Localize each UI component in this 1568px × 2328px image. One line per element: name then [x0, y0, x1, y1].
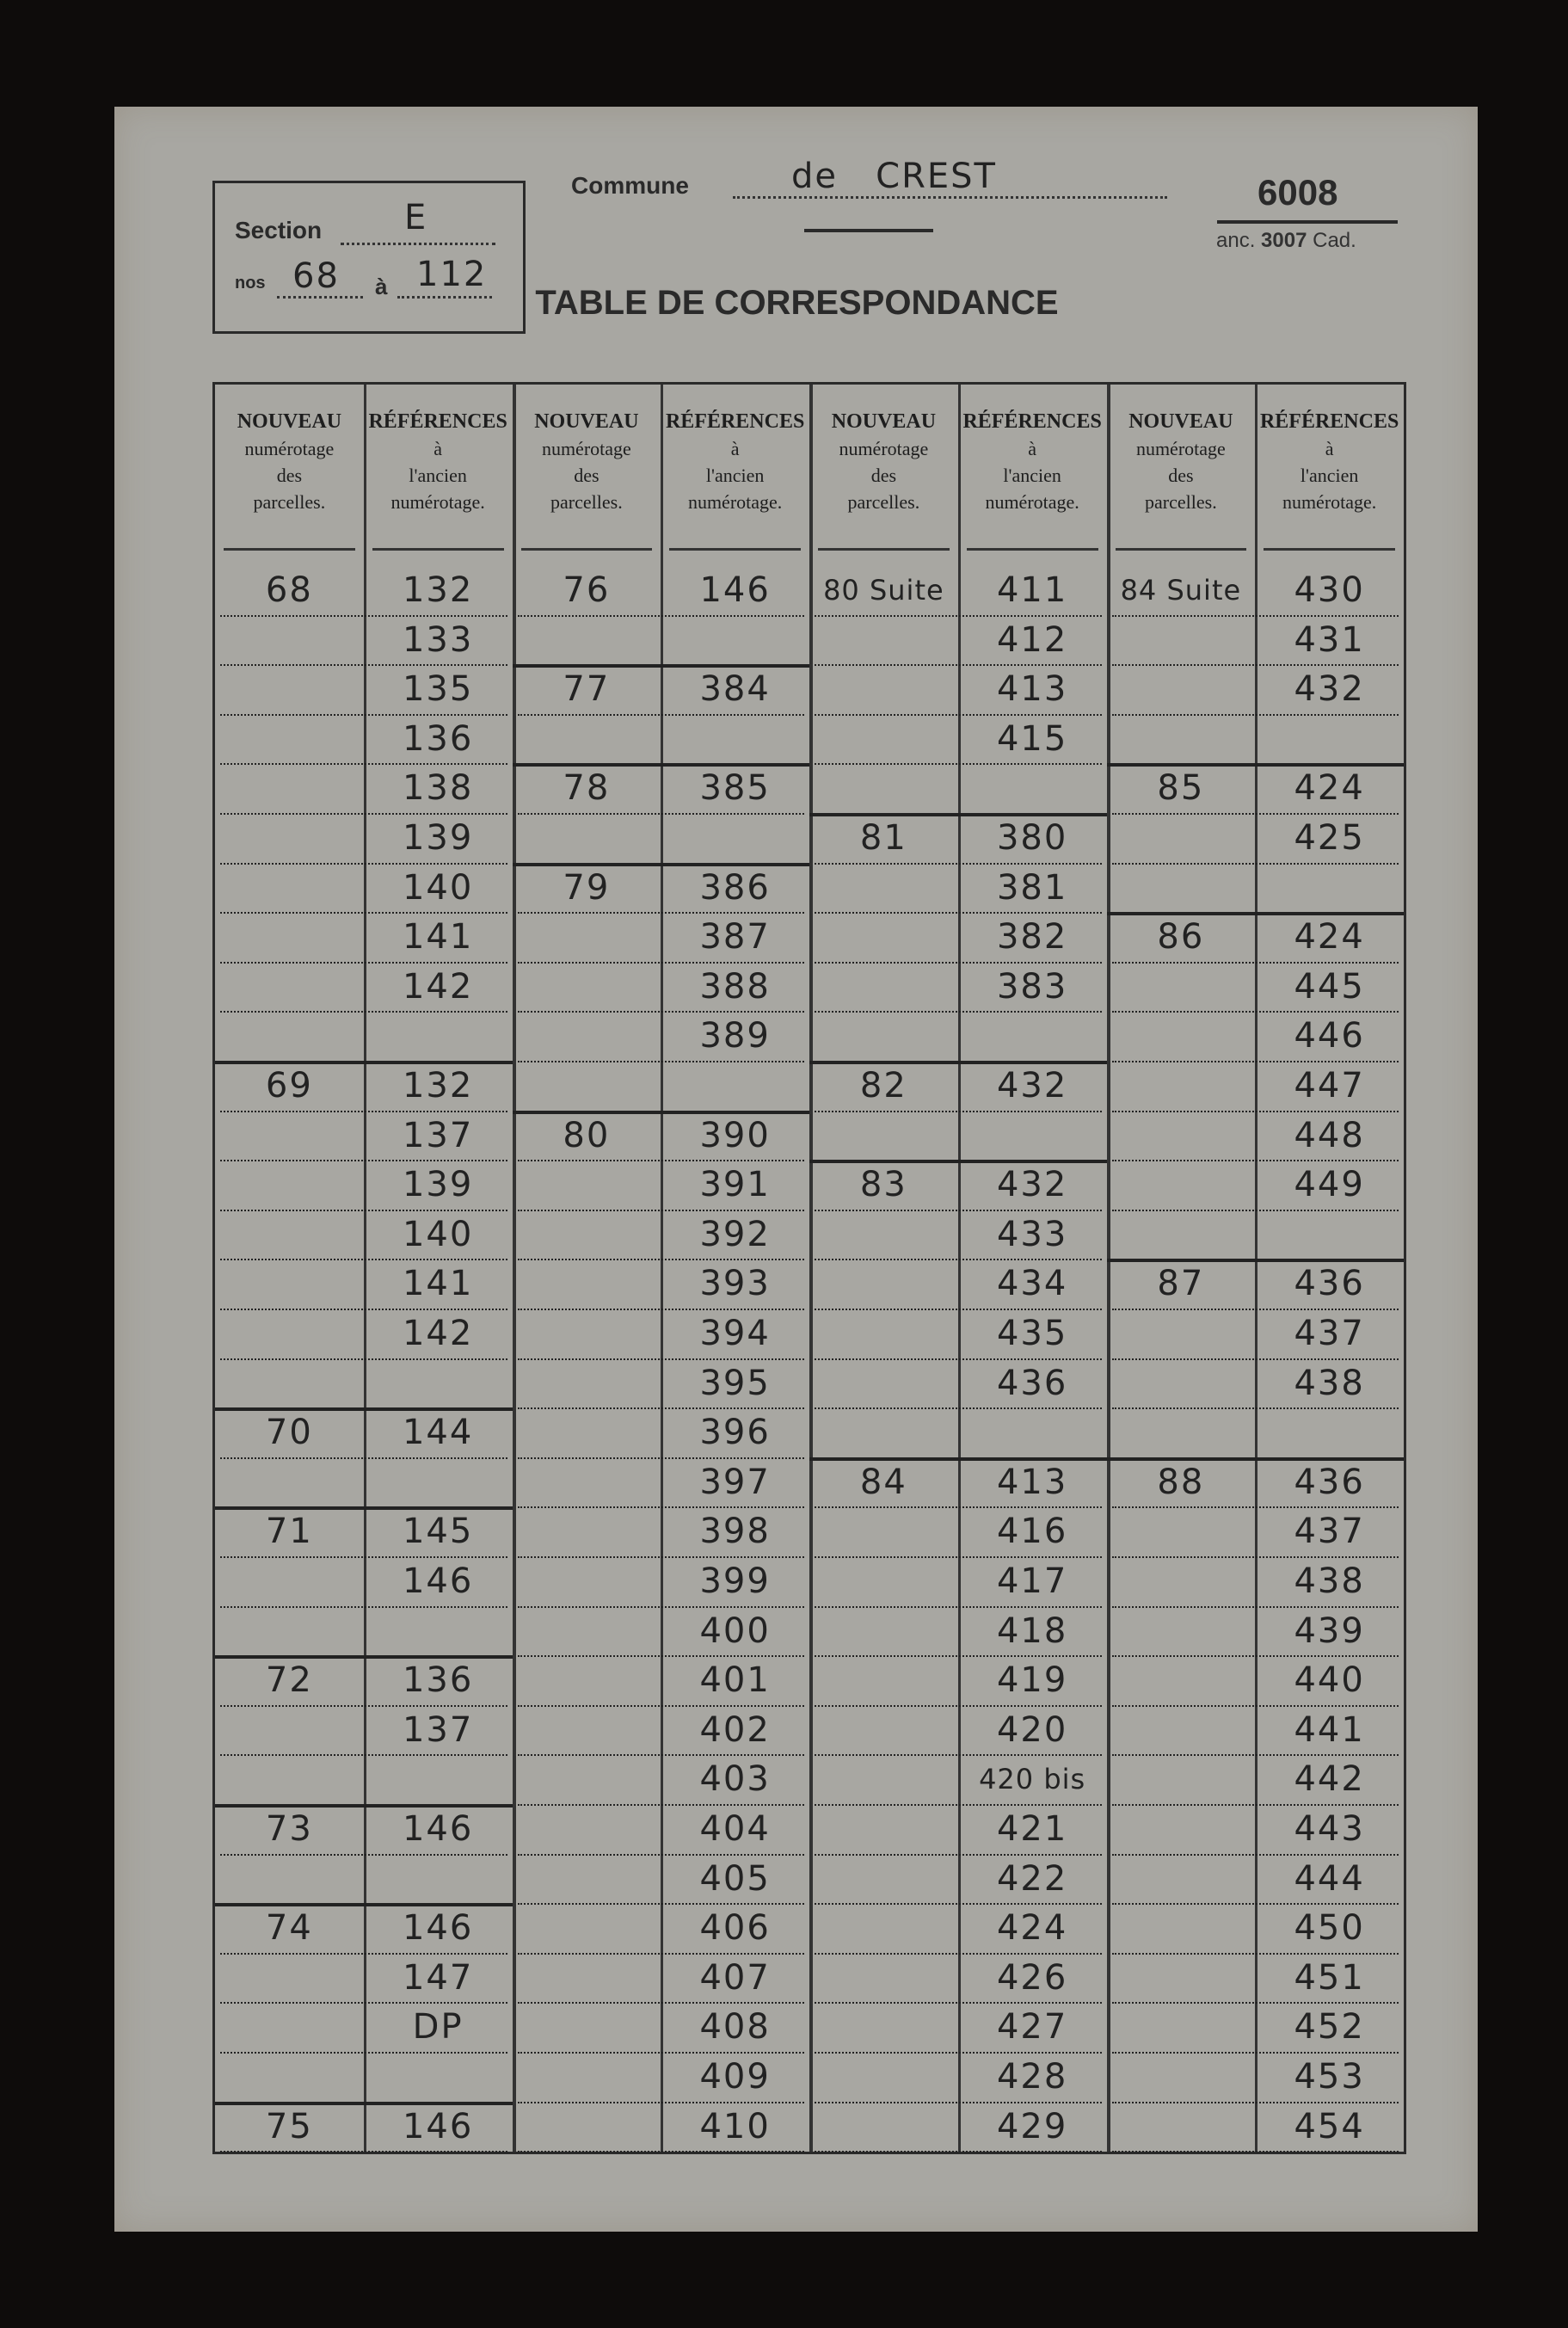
ref-header [1255, 409, 1404, 515]
header-line: RÉFÉRENCES [962, 410, 1102, 433]
group-separator-line [1107, 1259, 1405, 1262]
old-reference-number: 380 [996, 818, 1068, 858]
old-reference-number: 394 [699, 1314, 771, 1353]
old-reference-number: 439 [1294, 1611, 1365, 1651]
group-separator-line [513, 664, 810, 668]
row-dotted-line [518, 714, 805, 716]
header-line: parcelles. [550, 491, 623, 513]
old-reference-number: 453 [1294, 2057, 1365, 2097]
commune-underline [804, 229, 933, 232]
header-rule [967, 548, 1098, 551]
old-reference-number: 438 [1294, 1561, 1365, 1601]
old-reference-number: 142 [402, 1314, 474, 1353]
row-dotted-line [518, 615, 805, 617]
old-reference-number: 434 [996, 1264, 1068, 1304]
ref-header [958, 409, 1107, 515]
old-reference-number: 135 [402, 669, 474, 710]
row-dotted-line [1112, 2151, 1399, 2152]
old-reference-number: 139 [402, 818, 474, 858]
old-reference-number: 141 [402, 1264, 474, 1304]
header-line: à [1028, 438, 1036, 459]
group-separator-line [513, 863, 810, 866]
old-reference-number: 430 [1294, 570, 1365, 610]
old-reference-number: 140 [402, 1214, 474, 1254]
old-reference-number: 436 [1294, 1462, 1365, 1502]
old-reference-number: 422 [996, 1858, 1068, 1899]
old-reference-number: 403 [699, 1759, 771, 1800]
old-reference-number: 447 [1294, 1066, 1365, 1105]
old-reference-number: 435 [996, 1314, 1068, 1353]
old-reference-number: 139 [402, 1165, 474, 1205]
new-parcel-number: 86 [1157, 917, 1205, 958]
row-dotted-line [220, 2151, 507, 2152]
old-reference-number: 444 [1294, 1858, 1365, 1899]
new-parcel-number: 72 [265, 1660, 313, 1701]
new-parcel-number: 83 [859, 1165, 907, 1205]
row-dotted-line [220, 1754, 507, 1756]
old-reference-number: 420 bis [979, 1763, 1086, 1796]
old-reference-number: 389 [699, 1016, 771, 1056]
page-title: TABLE DE CORRESPONDANCE [535, 284, 1059, 322]
header-line: numérotage. [390, 491, 485, 513]
new-parcel-number: 68 [265, 570, 313, 610]
header-line: l'ancien [1300, 465, 1359, 486]
header-rule [372, 548, 504, 551]
old-reference-number: 142 [402, 966, 474, 1007]
old-reference-number: 450 [1294, 1908, 1365, 1949]
header-line: l'ancien [1003, 465, 1061, 486]
row-dotted-line [220, 1457, 507, 1459]
group-separator-line [809, 1160, 1107, 1163]
row-dotted-line [815, 763, 1102, 765]
old-reference-number: 132 [402, 570, 474, 610]
header-line: parcelles. [253, 491, 326, 513]
new-parcel-number: 76 [563, 570, 611, 610]
row-dotted-line [815, 2151, 1102, 2152]
new-parcel-number: 82 [859, 1066, 907, 1105]
header-line: NOUVEAU [1128, 410, 1233, 433]
row-dotted-line [518, 813, 805, 815]
old-reference-number: 437 [1294, 1314, 1365, 1353]
old-reference-number: 393 [699, 1264, 771, 1304]
header-line: à [730, 438, 740, 459]
old-reference-number: 440 [1294, 1660, 1365, 1701]
old-reference-number: 406 [699, 1908, 771, 1949]
row-dotted-line [1112, 863, 1399, 865]
row-dotted-line [815, 1407, 1102, 1409]
old-reference-number: 416 [996, 1512, 1068, 1552]
new-parcel-number: 75 [265, 2106, 313, 2146]
old-reference-number: 147 [402, 1957, 474, 1998]
old-reference-number: 387 [699, 917, 771, 958]
anc-number: 3007 [1261, 229, 1307, 252]
new-parcel-number: 73 [265, 1809, 313, 1849]
old-reference-number: 132 [402, 1066, 474, 1105]
group-separator-line [215, 1407, 513, 1411]
header-line: des [1168, 465, 1194, 486]
ancient-number [1216, 229, 1356, 253]
group-separator-line [513, 763, 810, 767]
old-reference-number: 136 [402, 1660, 474, 1701]
old-reference-number: 411 [996, 570, 1068, 610]
nos-from-value: 68 [292, 256, 340, 296]
section-value: E [404, 198, 428, 237]
new-parcel-number: 69 [265, 1066, 313, 1105]
group-separator-line [215, 1061, 513, 1064]
header-line: numérotage. [687, 491, 783, 513]
header-rule [669, 548, 801, 551]
nos-a-label: à [375, 274, 388, 299]
new-parcel-number: 84 Suite [1120, 574, 1242, 607]
row-dotted-line [815, 1011, 1102, 1013]
old-reference-number: 426 [996, 1957, 1068, 1998]
old-reference-number: 381 [996, 867, 1068, 908]
section-dotted-line [341, 243, 495, 245]
old-reference-number: 410 [699, 2106, 771, 2146]
group-separator-line [1107, 912, 1405, 915]
new-parcel-number: 74 [265, 1908, 313, 1949]
old-reference-number: 145 [402, 1512, 474, 1552]
old-reference-number: 409 [699, 2057, 771, 2097]
new-parcel-number: 78 [563, 768, 611, 809]
group-separator-line [809, 1457, 1107, 1461]
group-separator-line [809, 813, 1107, 816]
new-header [1107, 409, 1256, 515]
old-reference-number: 419 [996, 1660, 1068, 1701]
old-reference-number: 404 [699, 1809, 771, 1849]
commune-dotted-line [733, 196, 1167, 199]
old-reference-number: 400 [699, 1611, 771, 1651]
old-reference-number: 442 [1294, 1759, 1365, 1800]
old-reference-number: DP [412, 2007, 464, 2048]
card-number: 6008 [1257, 172, 1338, 212]
header-line: l'ancien [409, 465, 467, 486]
header-line: parcelles. [847, 491, 920, 513]
group-separator-line [215, 1804, 513, 1808]
header-line: numérotage [839, 438, 929, 459]
old-reference-number: 136 [402, 718, 474, 759]
old-reference-number: 428 [996, 2057, 1068, 2097]
row-dotted-line [220, 1011, 507, 1013]
old-reference-number: 427 [996, 2007, 1068, 2048]
header-line: l'ancien [705, 465, 765, 486]
old-reference-number: 384 [699, 669, 771, 710]
ref-header [364, 409, 513, 515]
old-reference-number: 408 [699, 2007, 771, 2048]
new-parcel-number: 79 [563, 867, 611, 908]
old-reference-number: 424 [1294, 917, 1365, 958]
new-header [513, 409, 661, 515]
new-parcel-number: 88 [1157, 1462, 1205, 1502]
row-dotted-line [518, 2151, 805, 2152]
old-reference-number: 421 [996, 1809, 1068, 1849]
header-line: à [434, 438, 442, 459]
header-line: parcelles. [1145, 491, 1217, 513]
new-parcel-number: 71 [265, 1512, 313, 1552]
row-dotted-line [1112, 1210, 1399, 1211]
header-rule [1264, 548, 1395, 551]
group-separator-line [1107, 763, 1405, 767]
old-reference-number: 382 [996, 917, 1068, 958]
ref-header [661, 409, 809, 515]
old-reference-number: 146 [402, 1809, 474, 1849]
old-reference-number: 454 [1294, 2106, 1365, 2146]
row-dotted-line [1112, 714, 1399, 716]
old-reference-number: 452 [1294, 2007, 1365, 2048]
old-reference-number: 424 [1294, 768, 1365, 809]
old-reference-number: 412 [996, 619, 1068, 660]
row-dotted-line [220, 1854, 507, 1856]
old-reference-number: 413 [996, 1462, 1068, 1502]
old-reference-number: 391 [699, 1165, 771, 1205]
old-reference-number: 418 [996, 1611, 1068, 1651]
header-line: numérotage [244, 438, 335, 459]
row-dotted-line [220, 2052, 507, 2054]
old-reference-number: 449 [1294, 1165, 1365, 1205]
old-reference-number: 398 [699, 1512, 771, 1552]
new-header [809, 409, 958, 515]
old-reference-number: 436 [996, 1363, 1068, 1403]
anc-suffix: Cad. [1313, 229, 1356, 252]
old-reference-number: 432 [1294, 669, 1365, 710]
old-reference-number: 390 [699, 1115, 771, 1155]
nos-label: nos [235, 274, 266, 293]
old-reference-number: 432 [996, 1165, 1068, 1205]
old-reference-number: 438 [1294, 1363, 1365, 1403]
group-separator-line [215, 1655, 513, 1659]
old-reference-number: 137 [402, 1709, 474, 1750]
header-rule [521, 548, 653, 551]
old-reference-number: 137 [402, 1115, 474, 1155]
old-reference-number: 397 [699, 1462, 771, 1502]
group-separator-line [215, 1903, 513, 1906]
old-reference-number: 405 [699, 1858, 771, 1899]
column-separator [809, 385, 813, 2152]
old-reference-number: 146 [402, 1561, 474, 1601]
card-number-rule [1217, 220, 1398, 224]
old-reference-number: 133 [402, 619, 474, 660]
old-reference-number: 395 [699, 1363, 771, 1403]
column-separator [513, 385, 516, 2152]
header-line: numérotage. [985, 491, 1079, 513]
old-reference-number: 402 [699, 1709, 771, 1750]
header-rule [1116, 548, 1247, 551]
old-reference-number: 392 [699, 1214, 771, 1254]
old-reference-number: 146 [699, 570, 771, 610]
old-reference-number: 429 [996, 2106, 1068, 2146]
header-line: des [574, 465, 600, 486]
old-reference-number: 413 [996, 669, 1068, 710]
old-reference-number: 437 [1294, 1512, 1365, 1552]
old-reference-number: 140 [402, 867, 474, 908]
section-label: Section [235, 217, 323, 243]
old-reference-number: 441 [1294, 1709, 1365, 1750]
header-line: numérotage. [1282, 491, 1377, 513]
old-reference-number: 443 [1294, 1809, 1365, 1849]
old-reference-number: 445 [1294, 966, 1365, 1007]
new-parcel-number: 77 [563, 669, 611, 710]
old-reference-number: 432 [996, 1066, 1068, 1105]
header-line: RÉFÉRENCES [1259, 410, 1399, 433]
old-reference-number: 415 [996, 718, 1068, 759]
new-parcel-number: 84 [859, 1462, 907, 1502]
old-reference-number: 424 [996, 1908, 1068, 1949]
row-dotted-line [815, 1111, 1102, 1112]
new-header [215, 409, 364, 515]
group-separator-line [215, 2102, 513, 2105]
header-line: NOUVEAU [831, 410, 937, 433]
header-line: NOUVEAU [237, 410, 342, 433]
header-line: NOUVEAU [534, 410, 639, 433]
header-rule [224, 548, 355, 551]
old-reference-number: 141 [402, 917, 474, 958]
row-dotted-line [220, 1358, 507, 1360]
correspondence-table [212, 382, 1406, 2154]
old-reference-number: 144 [402, 1413, 474, 1453]
old-reference-number: 433 [996, 1214, 1068, 1254]
group-separator-line [1107, 1457, 1405, 1461]
nos-to-value: 112 [416, 255, 488, 294]
old-reference-number: 420 [996, 1709, 1068, 1750]
old-reference-number: 396 [699, 1413, 771, 1453]
commune-value: de CREST [791, 157, 997, 196]
group-separator-line [215, 1506, 513, 1510]
new-parcel-number: 70 [265, 1413, 313, 1453]
old-reference-number: 407 [699, 1957, 771, 1998]
header-line: numérotage [541, 438, 631, 459]
old-reference-number: 386 [699, 867, 771, 908]
old-reference-number: 385 [699, 768, 771, 809]
header-line: RÉFÉRENCES [368, 410, 507, 433]
group-separator-line [809, 1061, 1107, 1064]
old-reference-number: 401 [699, 1660, 771, 1701]
new-parcel-number: 80 [563, 1115, 611, 1155]
old-reference-number: 388 [699, 966, 771, 1007]
header-line: numérotage [1135, 438, 1226, 459]
group-separator-line [513, 1111, 810, 1114]
old-reference-number: 448 [1294, 1115, 1365, 1155]
new-parcel-number: 85 [1157, 768, 1205, 809]
row-dotted-line [220, 1606, 507, 1608]
new-parcel-number: 87 [1157, 1264, 1205, 1304]
old-reference-number: 146 [402, 2106, 474, 2146]
header-line: à [1325, 438, 1334, 459]
commune-label: Commune [571, 172, 689, 199]
header-rule [818, 548, 950, 551]
old-reference-number: 417 [996, 1561, 1068, 1601]
new-parcel-number: 80 Suite [823, 574, 944, 607]
old-reference-number: 436 [1294, 1264, 1365, 1304]
row-dotted-line [1112, 1407, 1399, 1409]
old-reference-number: 399 [699, 1561, 771, 1601]
old-reference-number: 446 [1294, 1016, 1365, 1056]
old-reference-number: 425 [1294, 818, 1365, 858]
old-reference-number: 451 [1294, 1957, 1365, 1998]
new-parcel-number: 81 [859, 818, 907, 858]
old-reference-number: 146 [402, 1908, 474, 1949]
old-reference-number: 138 [402, 768, 474, 809]
old-reference-number: 383 [996, 966, 1068, 1007]
row-dotted-line [518, 1061, 805, 1062]
header-line: des [276, 465, 303, 486]
old-reference-number: 431 [1294, 619, 1365, 660]
header-line: des [870, 465, 897, 486]
header-line: RÉFÉRENCES [665, 410, 805, 433]
anc-prefix: anc. [1216, 229, 1256, 252]
